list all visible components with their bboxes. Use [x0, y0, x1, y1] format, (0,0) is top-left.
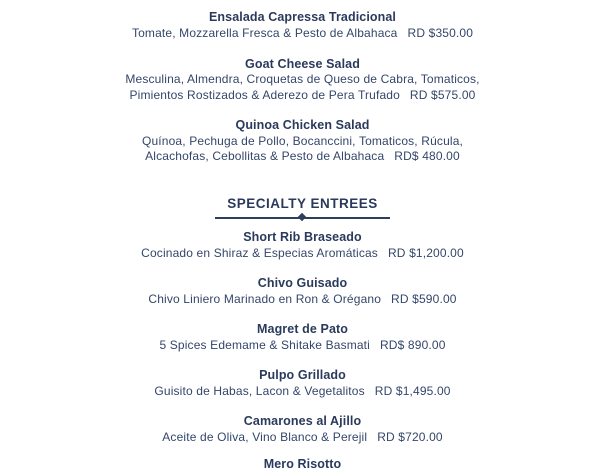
- description-text: Chivo Liniero Marinado en Ron & Orégano: [148, 292, 382, 306]
- description-text: Alcachofas, Cebollitas & Pesto de Albahaca: [145, 149, 385, 163]
- menu-item-name: Quinoa Chicken Salad: [235, 118, 370, 132]
- menu-item-description: Mesculina, Almendra, Croquetas de Queso de Cabra, Tomaticos,: [125, 72, 480, 86]
- menu-item-price: RD $575.00: [409, 88, 476, 102]
- menu-item-price: RD $350.00: [407, 26, 474, 40]
- menu-item-description: Quínoa, Pechuga de Pollo, Bocanccini, Tomaticos, Rúcula,: [141, 134, 464, 148]
- menu-item-description: [0, 338, 605, 352]
- menu-item-name: Ensalada Capressa Tradicional: [208, 10, 396, 24]
- description-text: Guisito de Habas, Lacon & Vegetalitos: [154, 384, 365, 398]
- menu-item-description: [0, 246, 605, 260]
- menu-item-name: Goat Cheese Salad: [245, 57, 360, 71]
- menu-item-price: RD$ 480.00: [394, 149, 460, 163]
- menu-item-description: [0, 26, 605, 40]
- menu-item-description: [0, 292, 605, 306]
- menu-item-price: RD $720.00: [377, 430, 443, 444]
- description-text: Pimientos Rostizados & Aderezo de Pera Trufado: [129, 88, 400, 102]
- menu-item-name: Chivo Guisado: [257, 276, 348, 290]
- menu-item-price: RD $1,495.00: [374, 384, 451, 398]
- section-divider: [215, 214, 390, 222]
- description-text: Aceite de Oliva, Vino Blanco & Perejil: [162, 430, 368, 444]
- menu-item-description: [0, 149, 605, 163]
- menu-item-name: Mero Risotto: [263, 457, 342, 471]
- description-text: Cocinado en Shiraz & Especias Aromáticas: [141, 246, 378, 260]
- menu-item-name: Magret de Pato: [257, 322, 348, 336]
- menu-item-name: Pulpo Grillado: [259, 368, 346, 382]
- menu-item-name: Short Rib Braseado: [243, 230, 362, 244]
- menu-item-price: RD$ 890.00: [379, 338, 446, 352]
- menu-item-description: [0, 384, 605, 398]
- description-text: 5 Spices Edemame & Shitake Basmati: [159, 338, 370, 352]
- diamond-ornament-icon: [298, 213, 306, 221]
- description-text: Tomate, Mozzarella Fresca & Pesto de Albahaca: [131, 26, 398, 40]
- menu-item-price: RD $590.00: [391, 292, 457, 306]
- menu-item-description: [0, 88, 605, 102]
- menu-item-price: RD $1,200.00: [387, 246, 464, 260]
- menu-item-description: [0, 430, 605, 444]
- menu-item-name: Camarones al Ajillo: [243, 414, 362, 428]
- section-title: SPECIALTY ENTREES: [227, 196, 378, 211]
